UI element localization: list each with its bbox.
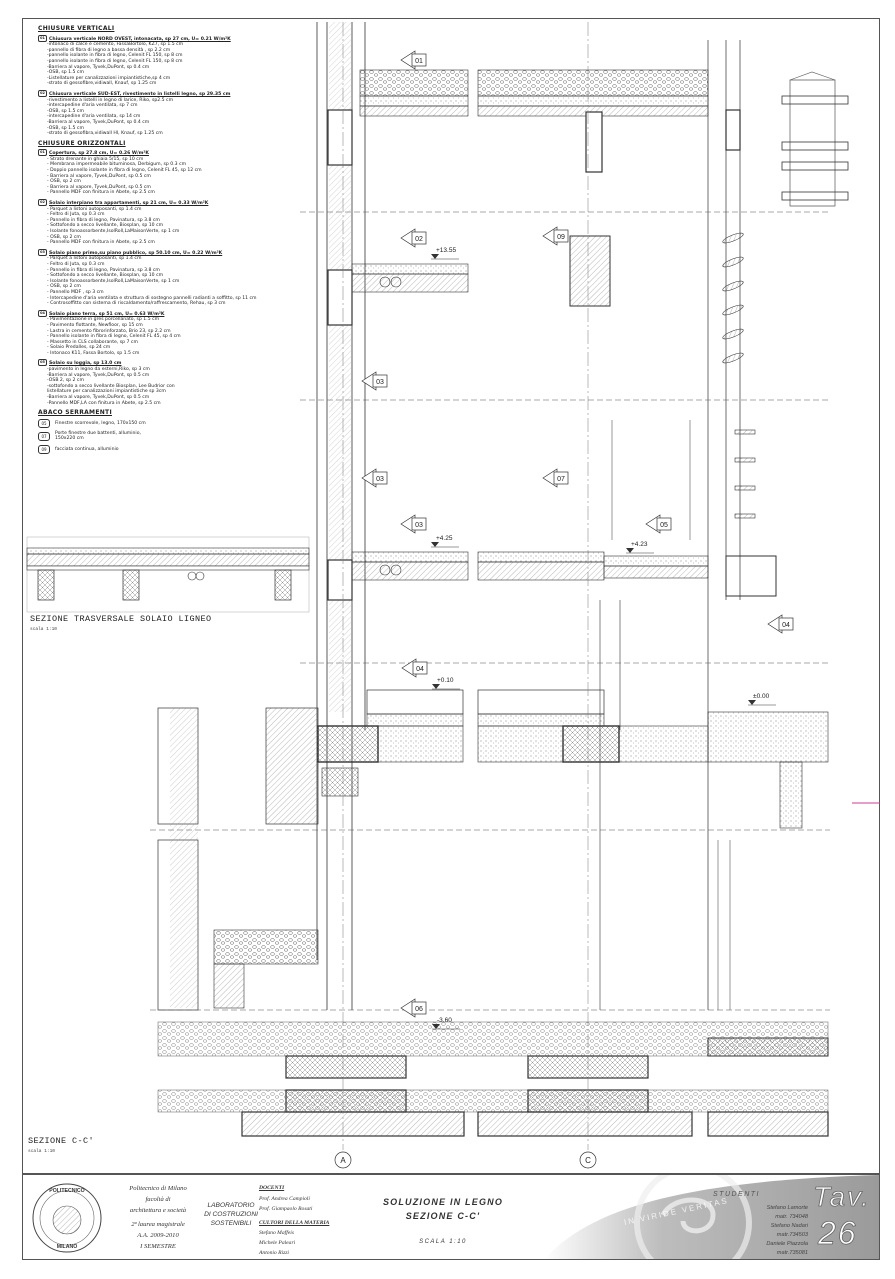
legend-layer: - Sottofondo a secco livellante, Biosplan, sp 10 cm [47, 223, 164, 229]
docente-name: Prof. Andrea Campioli [259, 1196, 310, 1202]
drawing-scale: SCALA 1:10 [419, 1239, 467, 1245]
svg-text:04: 04 [782, 622, 790, 629]
legend-layer: -pannello di fibra di legno a bassa densità , sp 2.2 cm [47, 47, 171, 53]
svg-text:02: 02 [415, 236, 423, 243]
svg-text:03: 03 [415, 522, 423, 529]
legend-tag: 05 [38, 359, 47, 366]
detail-tag [362, 372, 387, 390]
legend-title-text: Solaio piano terra, sp 51 cm, U= 0.63 W/m²K [49, 311, 165, 317]
lab-line: LABORATORIO [207, 1202, 255, 1209]
abaco-title: ABACO SERRAMENTI [38, 409, 112, 417]
legend-layer: -Barriera al vapore, Tyvek,DuPont, sp 0.5 cm [47, 395, 150, 401]
uni-line: A.A. 2009-2010 [137, 1232, 179, 1239]
svg-text:03: 03 [376, 476, 384, 483]
legend-layer: - Parquet a listoni autoposanti, sp 1.4 cm [47, 206, 142, 212]
caption-cross-section: SEZIONE TRASVERSALE SOLAIO LIGNEO [30, 614, 212, 624]
uni-line: 2ª laurea magistrale [131, 1221, 185, 1228]
floor-cross-section-detail [27, 537, 309, 612]
student-name: Stefano Nadari [770, 1223, 808, 1229]
detail-tag [543, 227, 568, 245]
legend-vertical-title: CHIUSURE VERTICALI [38, 25, 115, 32]
basement-wall [158, 708, 318, 1010]
legend-layer: - Intercapedine d'aria ventilata e struttura di sostegno pannelli radianti a soffitto, sp 11 cm [47, 295, 257, 301]
legend-layer: - Pavimento flottante, Newfloor, sp 15 cm [47, 322, 143, 328]
svg-text:01: 01 [415, 58, 423, 65]
detail-tag [401, 51, 426, 69]
legend-layer: -pavimento in legno da esterni,Riko, sp 3 cm [47, 367, 150, 373]
politecnico-logo [33, 1184, 101, 1252]
lab-line: SOSTENIBILI [210, 1220, 252, 1227]
abaco-tag: 09 [38, 445, 50, 454]
legend-layer: - OSB, sp 2 cm [47, 284, 81, 290]
axis-labels [335, 1152, 596, 1168]
legend-layer: - Isolante fonoassorbente,IsolRoll,LaMaisonVerte, sp 1 cm [47, 278, 180, 284]
legend-layer: - Doppio pannello isolante in fibra di legno, Celenit FL 45, sp 12 cm [47, 168, 202, 174]
stair-treads [722, 231, 755, 518]
legend-tag: 02 [38, 90, 47, 97]
docenti-title: DOCENTI [259, 1185, 285, 1191]
svg-text:+4.25: +4.25 [436, 535, 453, 542]
key-plan [782, 72, 848, 206]
level-marker [431, 247, 459, 259]
legend-layer: -pannello isolante in fibra di legno, Celenit FL 150, sp 8 cm [47, 58, 183, 64]
legend-layer: - Feltro di Juta, sp 0.3 cm [47, 212, 105, 218]
stair-tread [722, 327, 745, 341]
foundation [158, 1022, 828, 1136]
stair-tread [722, 303, 745, 317]
abaco-tag: 05 [38, 419, 50, 428]
legend-layer: -intonaco di calce e cemento, FassaBortolo, KZ7, sp 1.5 cm [47, 42, 184, 48]
legend-layer: -Listellature per canalizzazioni impiantistiche,sp 4 cm [47, 75, 171, 81]
legend-layer: -Pannello MDF,LA con finitura in Abete, sp 2.5 cm [47, 400, 161, 406]
legend-title-text: Solaio piano primo,su piano pubblico, sp 50.10 cm, U= 0.22 W/m²K [49, 250, 223, 256]
abaco-text: Porte finestre due battenti, alluminio, 150x220 cm [55, 430, 141, 442]
ground-floor-slab [318, 690, 828, 828]
svg-text:09: 09 [557, 234, 565, 241]
legend-layer: - Sottofondo a secco livellante, Biosplan, sp 10 cm [47, 273, 164, 279]
stair-tread [735, 514, 755, 518]
legend-layer: -Barriera al vapore, Tyvek,DuPont, sp 0.5 cm [47, 372, 150, 378]
legend-layer: - Barriera al vapore, Tyvek,DuPont, sp 0.5 cm [47, 173, 151, 179]
legend-layer: -intercapedine d'aria ventilata, sp 7 cm [47, 103, 138, 109]
docente-name: Prof. Giampaolo Rosati [259, 1206, 313, 1212]
project-title: SOLUZIONE IN LEGNO [382, 1197, 504, 1207]
detail-tag [768, 615, 793, 633]
detail-tag [401, 229, 426, 247]
axis-lines [343, 22, 588, 1150]
svg-text:+4.23: +4.23 [631, 541, 648, 548]
lab-line: DI COSTRUZIONI [204, 1211, 258, 1218]
svg-text:05: 05 [660, 522, 668, 529]
logo-text-bottom: MILANO [56, 1244, 78, 1250]
svg-text:03: 03 [376, 379, 384, 386]
student-matr: matr. 734048 [775, 1214, 808, 1220]
axis-label [335, 1152, 351, 1168]
student-name: Stefano Lamorte [766, 1205, 808, 1211]
abaco-tag: 07 [38, 432, 50, 441]
legend-layer: - Membrana impermeabile bituminosa, Derbigum, sp 0.3 cm [47, 162, 187, 168]
legend-layer: - OSB, sp 2 cm [47, 234, 81, 240]
legend-layer: - OSB, sp 2 cm [47, 179, 81, 185]
detail-tag [646, 515, 671, 533]
legend-layer: - Pannello MDF , sp 3 cm [47, 289, 104, 295]
abaco-text: Finestre scorrevole, legno, 170x150 cm [55, 420, 146, 426]
cultore-name: Michele Paleari [259, 1240, 296, 1246]
legend-layer: -rivestimento a listelli in legno di larice, Riko, sp2.5 cm [47, 97, 174, 103]
title-block [22, 1174, 880, 1260]
legend-tag: 01 [38, 35, 47, 42]
legend-layer: -Barriera al vapore, Tyvek,DuPont, sp 0.4 cm [47, 119, 150, 125]
legend-layer: -OSB, sp 1.5 cm [47, 70, 84, 76]
legend-tag: 04 [38, 310, 47, 317]
legend-layer: - Pannello isolante in fibra di legno, Celenit FL 45, sp 4 cm [47, 334, 181, 340]
svg-text:07: 07 [557, 476, 565, 483]
legend-layer: - Intonaco K11, Fassa Bortolo, sp 1.5 cm [47, 350, 140, 356]
legend-title-text: Chiusura verticale NORD OVEST, intonacata, sp 27 cm, U= 0.21 W/m²K [49, 36, 231, 42]
stair-tread [735, 458, 755, 462]
legend-layer: -Barriera al vapore, Tyvek,DuPont, sp 0.4 cm [47, 64, 150, 70]
caption-cross-section-scale: scala 1:10 [30, 627, 58, 632]
legend-layer: - Pavimentazione in gres porcellanato, sp 1.5 cm [47, 317, 160, 323]
abaco-text: facciata continua, alluminio [55, 446, 119, 452]
legend-layer: - Strato drenante in ghiaia 5/15, sp 10 cm [47, 156, 144, 162]
legend-title-text: Chiusura verticale SUD-EST, rivestimento in listelli legno, sp 29.35 cm [49, 91, 231, 97]
legend-layer: - Pannello in fibra di legno, Pavinatura, sp 3.8 cm [47, 267, 160, 273]
legend-layer: - Barriera al vapore, Tyvek,DuPont, sp 0.5 cm [47, 184, 151, 190]
legend-layer: -OSB 2, sp 2 cm [47, 378, 84, 384]
legend-layer: - Solaio Predalles, sp 24 cm [47, 345, 111, 351]
cultori-title: CULTORI DELLA MATERIA [259, 1220, 330, 1226]
level-marker [626, 541, 654, 553]
legend-layer: - Pannello MDF con finitura in Abete, sp 2.5 cm [47, 190, 155, 196]
detail-tag [401, 515, 426, 533]
legend-layer: - Lastra in cemento fibrorinforzato, Brio 23, sp 2.2 cm [47, 328, 171, 334]
detail-tag [362, 469, 387, 487]
caption-section-cc: SEZIONE C-C' [28, 1136, 95, 1146]
detail-tag [402, 659, 427, 677]
legend-title-text: Solaio interpiano tra appartamenti, sp 21 cm, U= 0.33 W/m²K [49, 201, 209, 207]
legend-layer: -strato di gessofibra,vidiwall HI, Knauf, sp 1.25 cm [47, 131, 163, 137]
detail-tag [543, 469, 568, 487]
uni-line: facoltà di [145, 1196, 171, 1203]
stair-tread [722, 231, 745, 245]
uni-line: Politecnico di Milano [129, 1185, 187, 1192]
stair-tread [722, 351, 745, 365]
legend-layer: -strato di gessofibre,vidiwall, Knauf, sp 1.25 cm [47, 81, 157, 87]
level-marker [431, 535, 459, 547]
student-matr: matr.735081 [776, 1250, 808, 1256]
interfloor-slab-upper [352, 236, 610, 306]
legend-layer: -OSB, sp 1.5 cm [47, 108, 84, 114]
level-markers [431, 247, 776, 1029]
svg-text:±0.00: ±0.00 [753, 693, 770, 700]
caption-section-cc-scale: scala 1:10 [28, 1149, 56, 1154]
svg-text:A: A [340, 1156, 346, 1165]
legend-layer: -OSB, sp 1.5 cm [47, 125, 84, 131]
svg-text:04: 04 [416, 666, 424, 673]
stair-tread [735, 486, 755, 490]
detail-tags [362, 51, 793, 1017]
uni-line: I SEMESTRE [140, 1243, 176, 1250]
legend-layer: - Feltro di Juta, sp 0.3 cm [47, 261, 105, 267]
legend-layer: - Pannello in fibra di legno, Pavinatura, sp 3.8 cm [47, 217, 160, 223]
legend-layer: -intercapedine d'aria ventilata, sp 14 cm [47, 114, 141, 120]
legend-tag: 03 [38, 249, 47, 256]
legend-layer: - Controsoffitto con sistema di riscaldamento/raffrescamento, Rehau, sp 3 cm [47, 301, 226, 307]
svg-text:06: 06 [415, 1006, 423, 1013]
stair-tread [735, 430, 755, 434]
break-lines [150, 212, 830, 1010]
student-name: Daniele Piazzola [766, 1241, 808, 1247]
legend-layer: - Pannello MDF con finitura in Abete, sp 2.5 cm [47, 240, 155, 246]
cultore-name: Stefano Maffeis [259, 1230, 294, 1236]
svg-text:+13.55: +13.55 [436, 247, 457, 254]
stair-tread [722, 255, 745, 269]
svg-text:+0.10: +0.10 [437, 677, 454, 684]
legend-layer: listellature per canalizzazioni impiantistiche sp 3cm [47, 389, 166, 395]
sheet-label: Tav. [813, 1181, 871, 1212]
roof-slab [360, 70, 708, 172]
legend-tag: 01 [38, 149, 47, 156]
legend-layer: - Parquet a listoni autoposanti, sp 1.4 cm [47, 256, 142, 262]
students-title: STUDENTI [713, 1191, 760, 1198]
legend-layer: -pannello isolante in fibra di legno, Celenit FL 150, sp 8 cm [47, 53, 183, 59]
stair-tread [722, 279, 745, 293]
project-subtitle: SEZIONE C-C' [405, 1211, 481, 1221]
level-marker [748, 693, 776, 705]
cultore-name: Antonio Rizzi [259, 1250, 289, 1256]
level-marker [432, 677, 460, 689]
detail-tag [401, 999, 426, 1017]
legend-tag: 02 [38, 199, 47, 206]
slab-first-floor [352, 552, 776, 596]
wall-column-left [317, 22, 365, 1010]
legend-title-text: Solaio su loggia, sp 13.0 cm [49, 361, 122, 367]
legend-layer: - Massetto in CLS collaborante, sp 7 cm [47, 339, 138, 345]
legend-layer: - Isolante fonoassorbente,IsolRoll,LaMaisonVerte, sp 1 cm [47, 229, 180, 234]
legend-title-text: Copertura, sp 27.8 cm, U= 0.26 W/m²K [49, 151, 149, 157]
svg-text:C: C [585, 1156, 591, 1165]
legend-horizontal-title: CHIUSURE ORIZZONTALI [38, 139, 126, 147]
svg-text:-3.60: -3.60 [437, 1017, 452, 1024]
student-matr: matr.734503 [776, 1232, 808, 1238]
uni-line: architettura e società [129, 1207, 187, 1214]
motto: IN VIRIDE VERITAS [623, 1195, 730, 1228]
sheet-number: 26 [818, 1215, 858, 1251]
logo-text-top: POLITECNICO [49, 1188, 85, 1194]
axis-label [580, 1152, 596, 1168]
legend-layer: -sottofondo a secco livellante Biosplan, Lee Budrior con [47, 383, 175, 389]
